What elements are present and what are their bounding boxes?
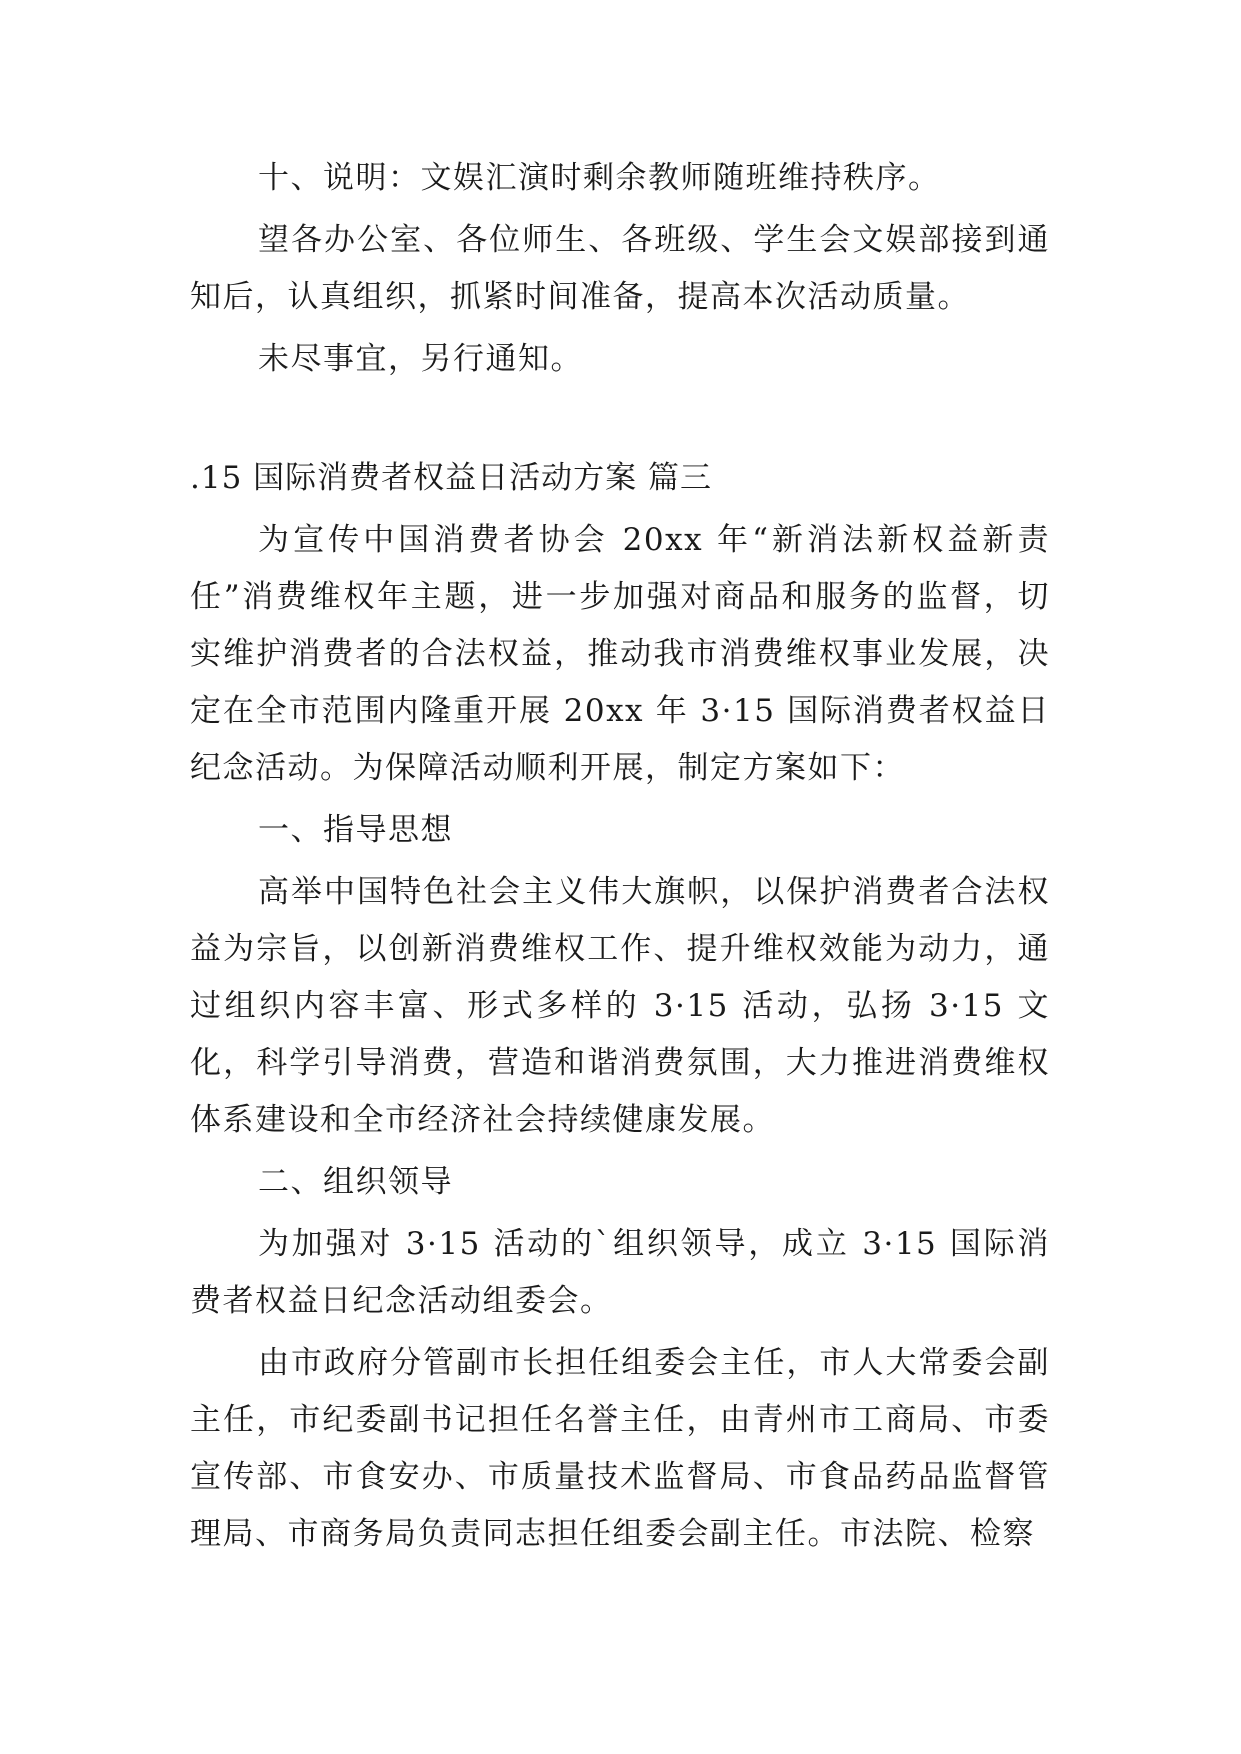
paragraph-explanation: 十、说明：文娱汇演时剩余教师随班维持秩序。 xyxy=(258,160,941,196)
paragraph-committee-members: 由市政府分管副市长担任组委会主任，市人大常委会副主任，市纪委副书记担任名誉主任，由青州市工商局、市委宣传部、市食安办、市质量技术监督局、市食品药品监督管理局、市商务局负责同志担任组委会副主任。市法院、检察 xyxy=(190,1345,1050,1552)
paragraph-intro: 为宣传中国消费者协会 20xx 年“新消法新权益新责任”消费维权年主题，进一步加强对商品和服务的监督，切实维护消费者的合法权益，推动我市消费维权事业发展，决定在全市范围内隆重开展 20xx 年 3·15 国际消费者权益日纪念活动。为保障活动顺利开展，制定方案如下： xyxy=(190,522,1050,786)
paragraph-notice-request: 望各办公室、各位师生、各班级、学生会文娱部接到通知后，认真组织，抓紧时间准备，提高本次活动质量。 xyxy=(190,222,1050,315)
section-gap xyxy=(190,393,1050,450)
section-title: .15 国际消费者权益日活动方案 篇三 xyxy=(190,460,713,496)
paragraph-further-notice: 未尽事宜，另行通知。 xyxy=(258,341,583,377)
heading-guiding-ideology: 一、指导思想 xyxy=(258,812,453,848)
paragraph-guiding-ideology: 高举中国特色社会主义伟大旗帜，以保护消费者合法权益为宗旨，以创新消费维权工作、提升维权效能为动力，通过组织内容丰富、形式多样的 3·15 活动，弘扬 3·15 文化，科学引导消费，营造和谐消费氛围，大力推进消费维权体系建设和全市经济社会持续健康发展。 xyxy=(190,874,1050,1138)
heading-organization-leadership: 二、组织领导 xyxy=(258,1164,453,1200)
paragraph-committee: 为加强对 3·15 活动的`组织领导，成立 3·15 国际消费者权益日纪念活动组委会。 xyxy=(190,1226,1050,1319)
document-page xyxy=(190,150,1050,1568)
